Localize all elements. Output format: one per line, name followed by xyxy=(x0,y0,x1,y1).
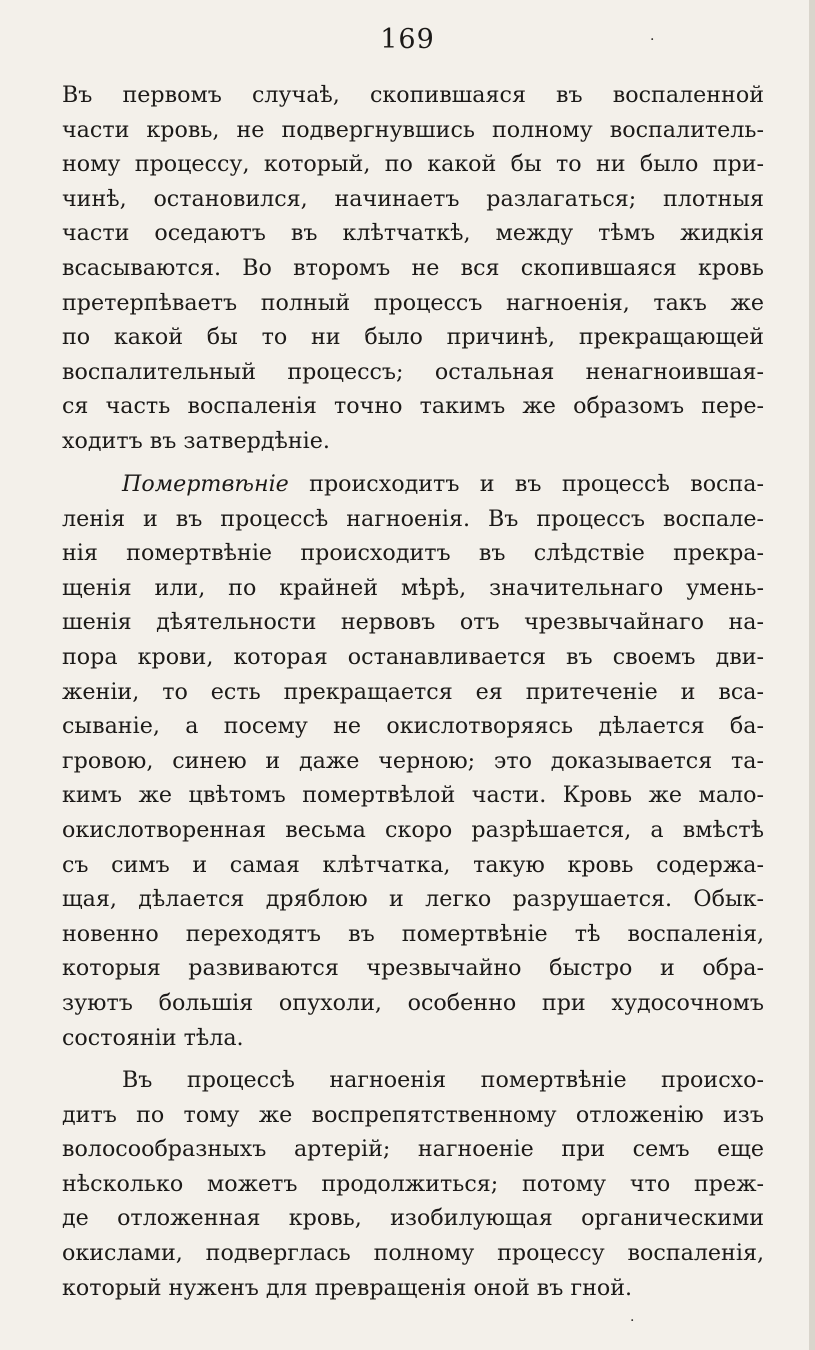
page-number: 169 xyxy=(380,24,435,55)
text-line: которыя развиваются чрезвычайно быстро и обра- xyxy=(62,955,764,982)
text-line: щенія или, по крайней мѣрѣ, значительнаго умень- xyxy=(62,574,764,601)
text-line: всасываются. Во второмъ не вся скопившаяся кровь xyxy=(62,254,764,281)
italic-term: Помертвѣніе xyxy=(122,471,289,497)
text-fragment: происходитъ и въ процессѣ воспа- xyxy=(309,471,764,497)
text-line: кимъ же цвѣтомъ помертвѣлой части. Кровь же мало- xyxy=(62,782,764,809)
text-line: окислами, подверглась полному процессу воспаленія, xyxy=(62,1239,764,1266)
text-line: ному процессу, который, по какой бы то ни было при- xyxy=(62,151,764,178)
text-line: по какой бы то ни было причинѣ, прекращающей xyxy=(62,324,764,351)
text-line: Въ первомъ случаѣ, скопившаяся въ воспаленной xyxy=(62,82,764,108)
text-line: ходитъ въ затвердѣніе. xyxy=(62,427,330,454)
print-mark-bottom: · xyxy=(630,1313,635,1329)
text-line: волосообразныхъ артерій; нагноеніе при семъ еще xyxy=(62,1136,764,1163)
text-line: гровою, синею и даже черною; это доказывается та- xyxy=(62,747,764,774)
text-line: новенно переходятъ въ помертвѣніе тѣ воспаленія, xyxy=(62,920,764,947)
text-line: сываніе, а посему не окислотворяясь дѣлается ба- xyxy=(62,713,764,740)
text-line: съ симъ и самая клѣтчатка, такую кровь содержа- xyxy=(62,851,764,878)
text-line: Въ процессѣ нагноенія помертвѣніе происхо- xyxy=(122,1067,764,1093)
text-line: ленія и въ процессѣ нагноенія. Въ процессъ воспале- xyxy=(62,505,764,532)
text-line: претерпѣваетъ полный процессъ нагноенія, такъ же xyxy=(62,289,764,316)
text-line: зуютъ большія опухоли, особенно при худосочномъ xyxy=(62,989,764,1016)
text-line: ся часть воспаленія точно такимъ же образомъ пере- xyxy=(62,393,764,420)
text-line: пора крови, которая останавливается въ своемъ дви- xyxy=(62,643,764,670)
text-line: де отложенная кровь, изобилующая органическими xyxy=(62,1205,764,1232)
text-line: части оседаютъ въ клѣтчаткѣ, между тѣмъ жидкія xyxy=(62,220,764,247)
text-line: нія помертвѣніе происходитъ въ слѣдствіе прекра- xyxy=(62,540,764,567)
text-line: щая, дѣлается дряблою и легко разрушается. Обык- xyxy=(62,886,764,913)
text-line: нѣсколько можетъ продолжиться; потому что преж- xyxy=(62,1170,764,1197)
text-line: окислотворенная весьма скоро разрѣшается, а вмѣстѣ xyxy=(62,816,764,843)
text-line: чинѣ, остановился, начинаетъ разлагаться; плотныя xyxy=(62,185,764,212)
text-line-first xyxy=(62,467,764,502)
text-line: шенія дѣятельности нервовъ отъ чрезвычайнаго на- xyxy=(62,609,764,636)
text-line: части кровь, не подвергнувшись полному воспалитель- xyxy=(62,116,764,143)
text-line: дитъ по тому же воспрепятственному отложенію изъ xyxy=(62,1101,764,1128)
text-line: состояніи тѣла. xyxy=(62,1024,244,1051)
text-line: женіи, то есть прекращается ея притеченіе и вса- xyxy=(62,678,764,705)
paragraph-1 xyxy=(62,78,764,459)
paragraph-3 xyxy=(62,1063,764,1305)
text-line: который нуженъ для превращенія оной въ гной. xyxy=(62,1274,633,1301)
text-line: воспалительный процессъ; остальная ненагноившая- xyxy=(62,358,764,385)
print-mark-top: · xyxy=(650,32,655,48)
paragraph-2 xyxy=(62,467,764,1055)
